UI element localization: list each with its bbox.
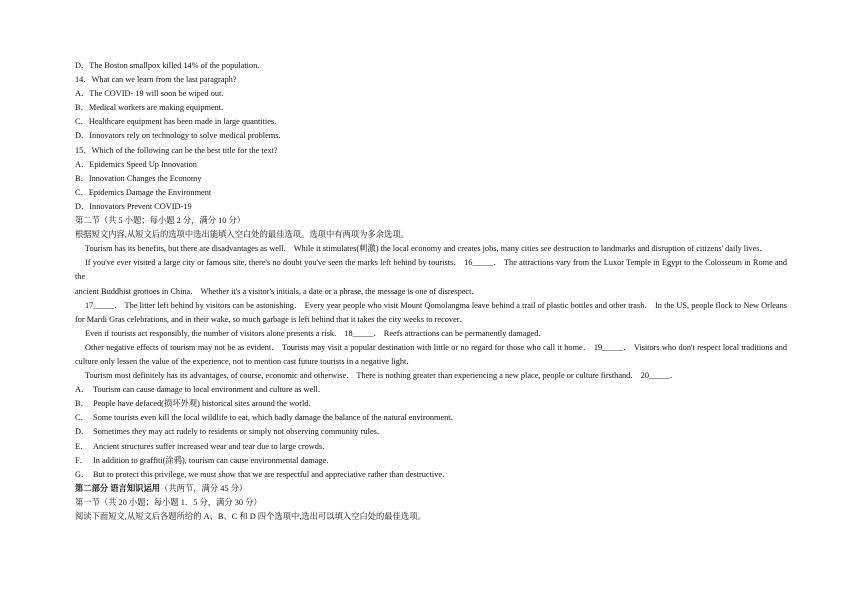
q14-stem: 14．What can we learn from the last paragraph? [75, 75, 237, 85]
part2-section1-heading: 第一节（共 20 小题；每小题 1．5 分，满分 30 分） [75, 497, 262, 507]
part2-heading-rest: （共两节，满分 45 分） [160, 483, 248, 493]
q15-option-b: B．Innovation Changes the Economy [75, 173, 202, 183]
part2-instruction: 阅读下面短文,从短文后各题所给的 A、B、C 和 D 四个选项中,选出可以填入空白处的最佳选项。 [75, 512, 426, 521]
q14-option-c: C．Healthcare equipment has been made in large quantities. [75, 117, 277, 127]
passage-paragraph-5: Other negative effects of tourism may not be as evident． Tourists may visit a popular destination with little or no regard for those who call it home． 19_____． Visitors who don't respect local traditions and culture only lessen the value of the experience, not to mention cast future tourists in a negative light． [75, 342, 787, 366]
gap-option-text: Tourism can cause damage to local environment and culture as well． [93, 385, 327, 395]
gap-option-letter: E． [75, 441, 89, 451]
gap-option-letter: B． [75, 399, 89, 409]
q13-option-d: D．The Boston smallpox killed 14% of the population. [75, 61, 260, 70]
gap-option-b [75, 397, 787, 411]
part2-heading [75, 482, 787, 496]
q14-option-b: B．Medical workers are making equipment. [75, 103, 224, 113]
q15-option-a: A．Epidemics Speed Up Innovation [75, 159, 197, 169]
gap-option-text: Sometimes they may act rudely to residents or simply not observing community rules． [93, 427, 386, 437]
q15-stem: 15．Which of the following can be the best title for the text? [75, 145, 278, 155]
gap-option-a [75, 383, 787, 397]
gap-option-text: In addition to graffiti(涂鸦), tourism can cause environmental damage． [93, 455, 335, 465]
passage-paragraph-6: Tourism most definitely has its advantages, of course, economic and otherwise． There is nothing greater than experiencing a new place, people or culture firsthand． 20_____． [85, 371, 679, 381]
gap-option-g [75, 468, 787, 482]
q14-option-a: A．The COVID- 19 will soon be wiped out. [75, 89, 224, 99]
passage-paragraph-4: Even if tourists act responsibly, the number of visitors alone presents a risk． 18_____． Reefs attractions can be permanently damaged． [85, 328, 547, 338]
gap-option-text: Ancient structures suffer increased wear and tear due to large crowds． [93, 441, 331, 451]
q15-option-d: D．Innovators Prevent COVID-19 [75, 201, 192, 211]
q14-option-d: D．Innovators rely on technology to solve medical problems. [75, 131, 281, 141]
passage-paragraph-3: 17_____． The litter left behind by visitors can be astonishing． Every year people who visit Mount Qomolangma leave behind a trail of plastic bottles and other trash． In the US, people flock to New Orleans for Mardi Gras celebrations, and in their wake, so much garbage is left behind that it takes the city weeks to recover． [75, 300, 787, 324]
q15-option-c: C．Epidemics Damage the Environment [75, 187, 212, 197]
gap-option-c [75, 411, 787, 425]
document-page [75, 59, 787, 524]
gap-option-letter: G． [75, 469, 90, 479]
passage-paragraph-2: If you've ever visited a large city or famous site, there's no doubt you've seen the marks left behind by tourists． 16_____． The attractions vary from the Luxor Temple in Egypt to the Colosseum in Rome and the [75, 258, 787, 282]
section2-heading: 第二节（共 5 小题；每小题 2 分，满分 10 分） [75, 216, 246, 226]
gap-option-text: But to protect this privilege, we must show that we are respectful and appreciative rather than destructive． [93, 469, 451, 479]
gap-option-letter: A． [75, 385, 90, 395]
section2-instruction: 根据短文内容,从短文后的选项中选出能填入空白处的最佳选项。选项中有两项为多余选项。 [75, 230, 409, 240]
gap-option-letter: F． [75, 455, 88, 465]
passage-paragraph-2-continued: ancient Buddhist grottoes in China． Whether it's a visitor's initials, a date or a phrase, the message is one of disrespect． [75, 286, 480, 296]
gap-option-letter: C． [75, 413, 89, 423]
passage-paragraph-1: Tourism has its benefits, but there are disadvantages as well． While it stimulates(刺激) the local economy and creates jobs, many cities see destruction to landmarks and disruption of citizens' daily lives． [85, 244, 768, 254]
gap-option-d [75, 425, 787, 439]
part2-heading-bold: 第二部分 语言知识运用 [75, 483, 161, 493]
gap-option-text: People have defaced(损坏外观) historical sites around the world． [93, 399, 317, 409]
gap-option-text: Some tourists even kill the local wildlife to eat, which badly damage the balance of the natural environment． [93, 413, 459, 423]
gap-option-f [75, 454, 787, 468]
gap-option-e [75, 440, 787, 454]
gap-option-letter: D． [75, 427, 90, 437]
